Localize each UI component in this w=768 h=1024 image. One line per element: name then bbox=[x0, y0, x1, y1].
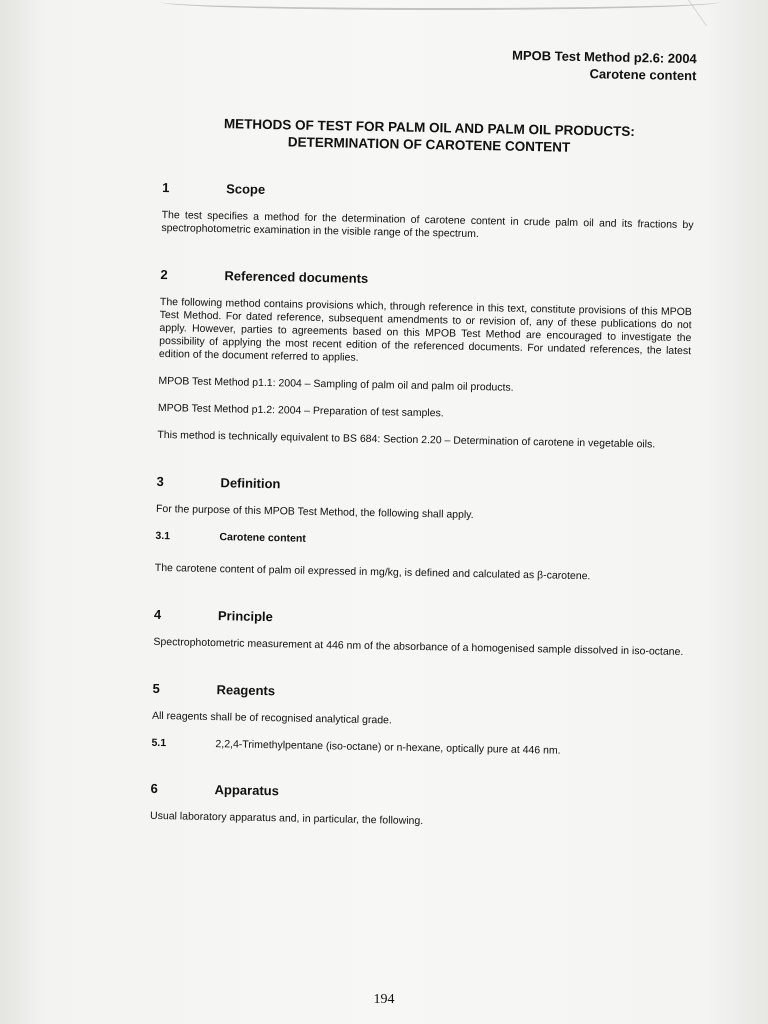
section-number: 6 bbox=[150, 780, 159, 796]
section-title: Definition bbox=[220, 475, 281, 492]
header-subject: Carotene content bbox=[589, 66, 697, 84]
reagents-text: All reagents shall be of recognised analytical grade. bbox=[151, 709, 392, 727]
document-title bbox=[163, 114, 696, 158]
document-body bbox=[150, 40, 697, 833]
running-header bbox=[164, 40, 697, 84]
definition-text: For the purpose of this MPOB Test Method, the following shall apply. bbox=[155, 502, 474, 522]
title-line-2: DETERMINATION OF CAROTENE CONTENT bbox=[287, 134, 571, 155]
subsection-number: 3.1 bbox=[155, 529, 171, 543]
page-curl bbox=[160, 0, 720, 10]
section-number: 5 bbox=[152, 680, 160, 697]
reference-item: MPOB Test Method p1.1: 2004 – Sampling of palm oil and palm oil products. bbox=[158, 374, 514, 394]
corner-fold bbox=[688, 0, 747, 26]
section-title: Apparatus bbox=[214, 782, 280, 799]
section-title: Principle bbox=[217, 608, 274, 625]
carotene-definition-text: The carotene content of palm oil expressed in mg/kg, is defined and calculated as β-carotene. bbox=[154, 561, 591, 583]
section-heading-definition bbox=[156, 474, 688, 499]
page-number: 194 bbox=[373, 992, 395, 1007]
subsection-reagent-1 bbox=[151, 737, 683, 759]
apparatus-text: Usual laboratory apparatus and, in particular, the following. bbox=[149, 809, 424, 828]
section-heading-principle bbox=[154, 607, 686, 632]
section-heading-references bbox=[160, 267, 692, 292]
subsection-title: Carotene content bbox=[219, 531, 306, 545]
section-title: Referenced documents bbox=[224, 268, 369, 286]
title-line-1: METHODS OF TEST FOR PALM OIL AND PALM OIL PRODUCTS: bbox=[223, 116, 635, 140]
section-heading-reagents bbox=[152, 681, 684, 706]
scope-text: The test specifies a method for the determination of carotene content in crude palm oil and its fractions by spectrophotometric examination in the visible range of the spectrum. bbox=[161, 208, 694, 241]
subsection-heading-carotene bbox=[155, 530, 687, 552]
reagent-description: 2,2,4-Trimethylpentane (iso-octane) or n-hexane, optically pure at 446 nm. bbox=[215, 738, 561, 757]
section-number: 4 bbox=[153, 606, 162, 623]
section-number: 3 bbox=[156, 473, 164, 490]
equivalence-note: This method is technically equivalent to BS 684: Section 2.20 – Determination of carotene in vegetable oils. bbox=[157, 428, 656, 451]
section-title: Scope bbox=[226, 181, 266, 197]
section-number: 2 bbox=[160, 266, 168, 283]
section-title: Reagents bbox=[216, 682, 276, 699]
section-heading-apparatus bbox=[150, 781, 682, 806]
method-reference: MPOB Test Method p2.6: 2004 bbox=[511, 47, 697, 67]
section-number: 1 bbox=[162, 179, 170, 196]
subsection-number: 5.1 bbox=[151, 736, 167, 750]
section-heading-scope bbox=[162, 180, 694, 205]
principle-text: Spectrophotometric measurement at 446 nm of the absorbance of a homogenised sample dissolved in iso-octane. bbox=[153, 635, 684, 659]
references-text: The following method contains provisions which, through reference in this text, constitute provisions of this MPOB Test Method. For dated reference, subsequent amendments to or revision of, any of these publications do not apply. However, parties to agreements based on this MPOB Test Method are encouraged to investigate the possibility of applying the most recent edition of the referenced documents. For undated references, the latest edition of the document referred to applies. bbox=[158, 295, 692, 364]
reference-item: MPOB Test Method p1.2: 2004 – Preparation of test samples. bbox=[157, 401, 444, 420]
